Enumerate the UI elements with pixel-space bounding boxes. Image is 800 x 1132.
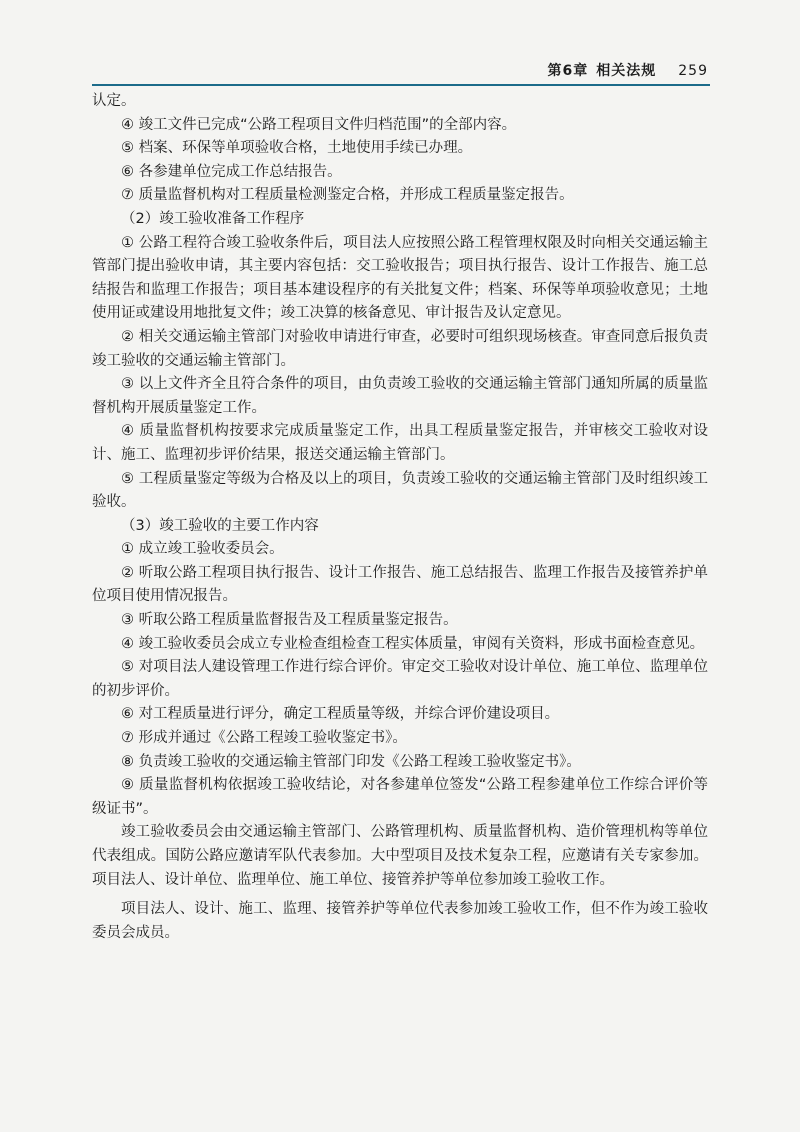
paragraph: 认定。	[92, 93, 136, 109]
header-rule	[92, 84, 710, 86]
list-item: ⑥ 对工程质量进行评分，确定工程质量等级，并综合评价建设项目。	[121, 706, 560, 723]
paragraph: 项目法人、设计、施工、监理、接管养护等单位代表参加竣工验收工作，但不作为竣工验收委员会成员。	[92, 901, 708, 941]
list-item: ④ 竣工文件已完成“公路工程项目文件归档范围”的全部内容。	[121, 116, 517, 133]
list-item: ③ 听取公路工程质量监督报告及工程质量鉴定报告。	[121, 612, 458, 629]
running-header	[548, 60, 708, 80]
list-item: ③ 以上文件齐全且符合条件的项目，由负责竣工验收的交通运输主管部门通知所属的质量监督机构开展质量鉴定工作。	[92, 376, 708, 416]
paragraph: 竣工验收委员会由交通运输主管部门、公路管理机构、质量监督机构、造价管理机构等单位代表组成。国防公路应邀请军队代表参加。大中型项目及技术复杂工程，应邀请有关专家参加。项目法人、设计单位、监理单位、施工单位、接管养护等单位参加竣工验收工作。	[92, 824, 708, 888]
list-item: ⑥ 各参建单位完成工作总结报告。	[121, 163, 342, 180]
list-item: ⑧ 负责竣工验收的交通运输主管部门印发《公路工程竣工验收鉴定书》。	[121, 753, 581, 770]
list-item: ② 相关交通运输主管部门对验收申请进行审查，必要时可组织现场核查。审查同意后报负责竣工验收的交通运输主管部门。	[92, 328, 708, 369]
list-item: ① 成立竣工验收委员会。	[121, 541, 284, 558]
list-item: ⑤ 档案、环保等单项验收合格，土地使用手续已办理。	[121, 140, 473, 157]
list-item: ⑨ 质量监督机构依据竣工验收结论，对各参建单位签发“公路工程参建单位工作综合评价等级证书”。	[92, 777, 708, 817]
list-item: ① 公路工程符合竣工验收条件后，项目法人应按照公路工程管理权限及时向相关交通运输主管部门提出验收申请，其主要内容包括：交工验收报告；项目执行报告、设计工作报告、施工总结报告和监理工作报告；项目基本建设程序的有关批复文件；档案、环保等单项验收意见；土地使用证或建设用地批复文件；竣工决算的核备意见、审计报告及认定意见。	[92, 234, 708, 322]
list-item: ② 听取公路工程项目执行报告、设计工作报告、施工总结报告、监理工作报告及接管养护单位项目使用情况报告。	[92, 564, 708, 605]
list-item: ⑤ 工程质量鉴定等级为合格及以上的项目，负责竣工验收的交通运输主管部门及时组织竣工验收。	[92, 470, 708, 511]
chapter-label: 第6章	[547, 63, 589, 79]
list-item: ⑦ 质量监督机构对工程质量检测鉴定合格，并形成工程质量鉴定报告。	[121, 187, 574, 204]
list-item: ⑦ 形成并通过《公路工程竣工验收鉴定书》。	[121, 730, 407, 747]
list-item: ④ 竣工验收委员会成立专业检查组检查工程实体质量，审阅有关资料，形成书面检查意见。	[121, 635, 705, 652]
page-body	[92, 90, 708, 945]
section-title: 相关法规	[596, 63, 657, 79]
section-heading: （2）竣工验收准备工作程序	[121, 210, 305, 227]
page-number: 259	[678, 63, 708, 79]
section-heading: （3）竣工验收的主要工作内容	[121, 517, 319, 534]
list-item: ④ 质量监督机构按要求完成质量鉴定工作，出具工程质量鉴定报告，并审核交工验收对设计、施工、监理初步评价结果，报送交通运输主管部门。	[92, 423, 708, 463]
list-item: ⑤ 对项目法人建设管理工作进行综合评价。审定交工验收对设计单位、施工单位、监理单位的初步评价。	[92, 659, 708, 699]
